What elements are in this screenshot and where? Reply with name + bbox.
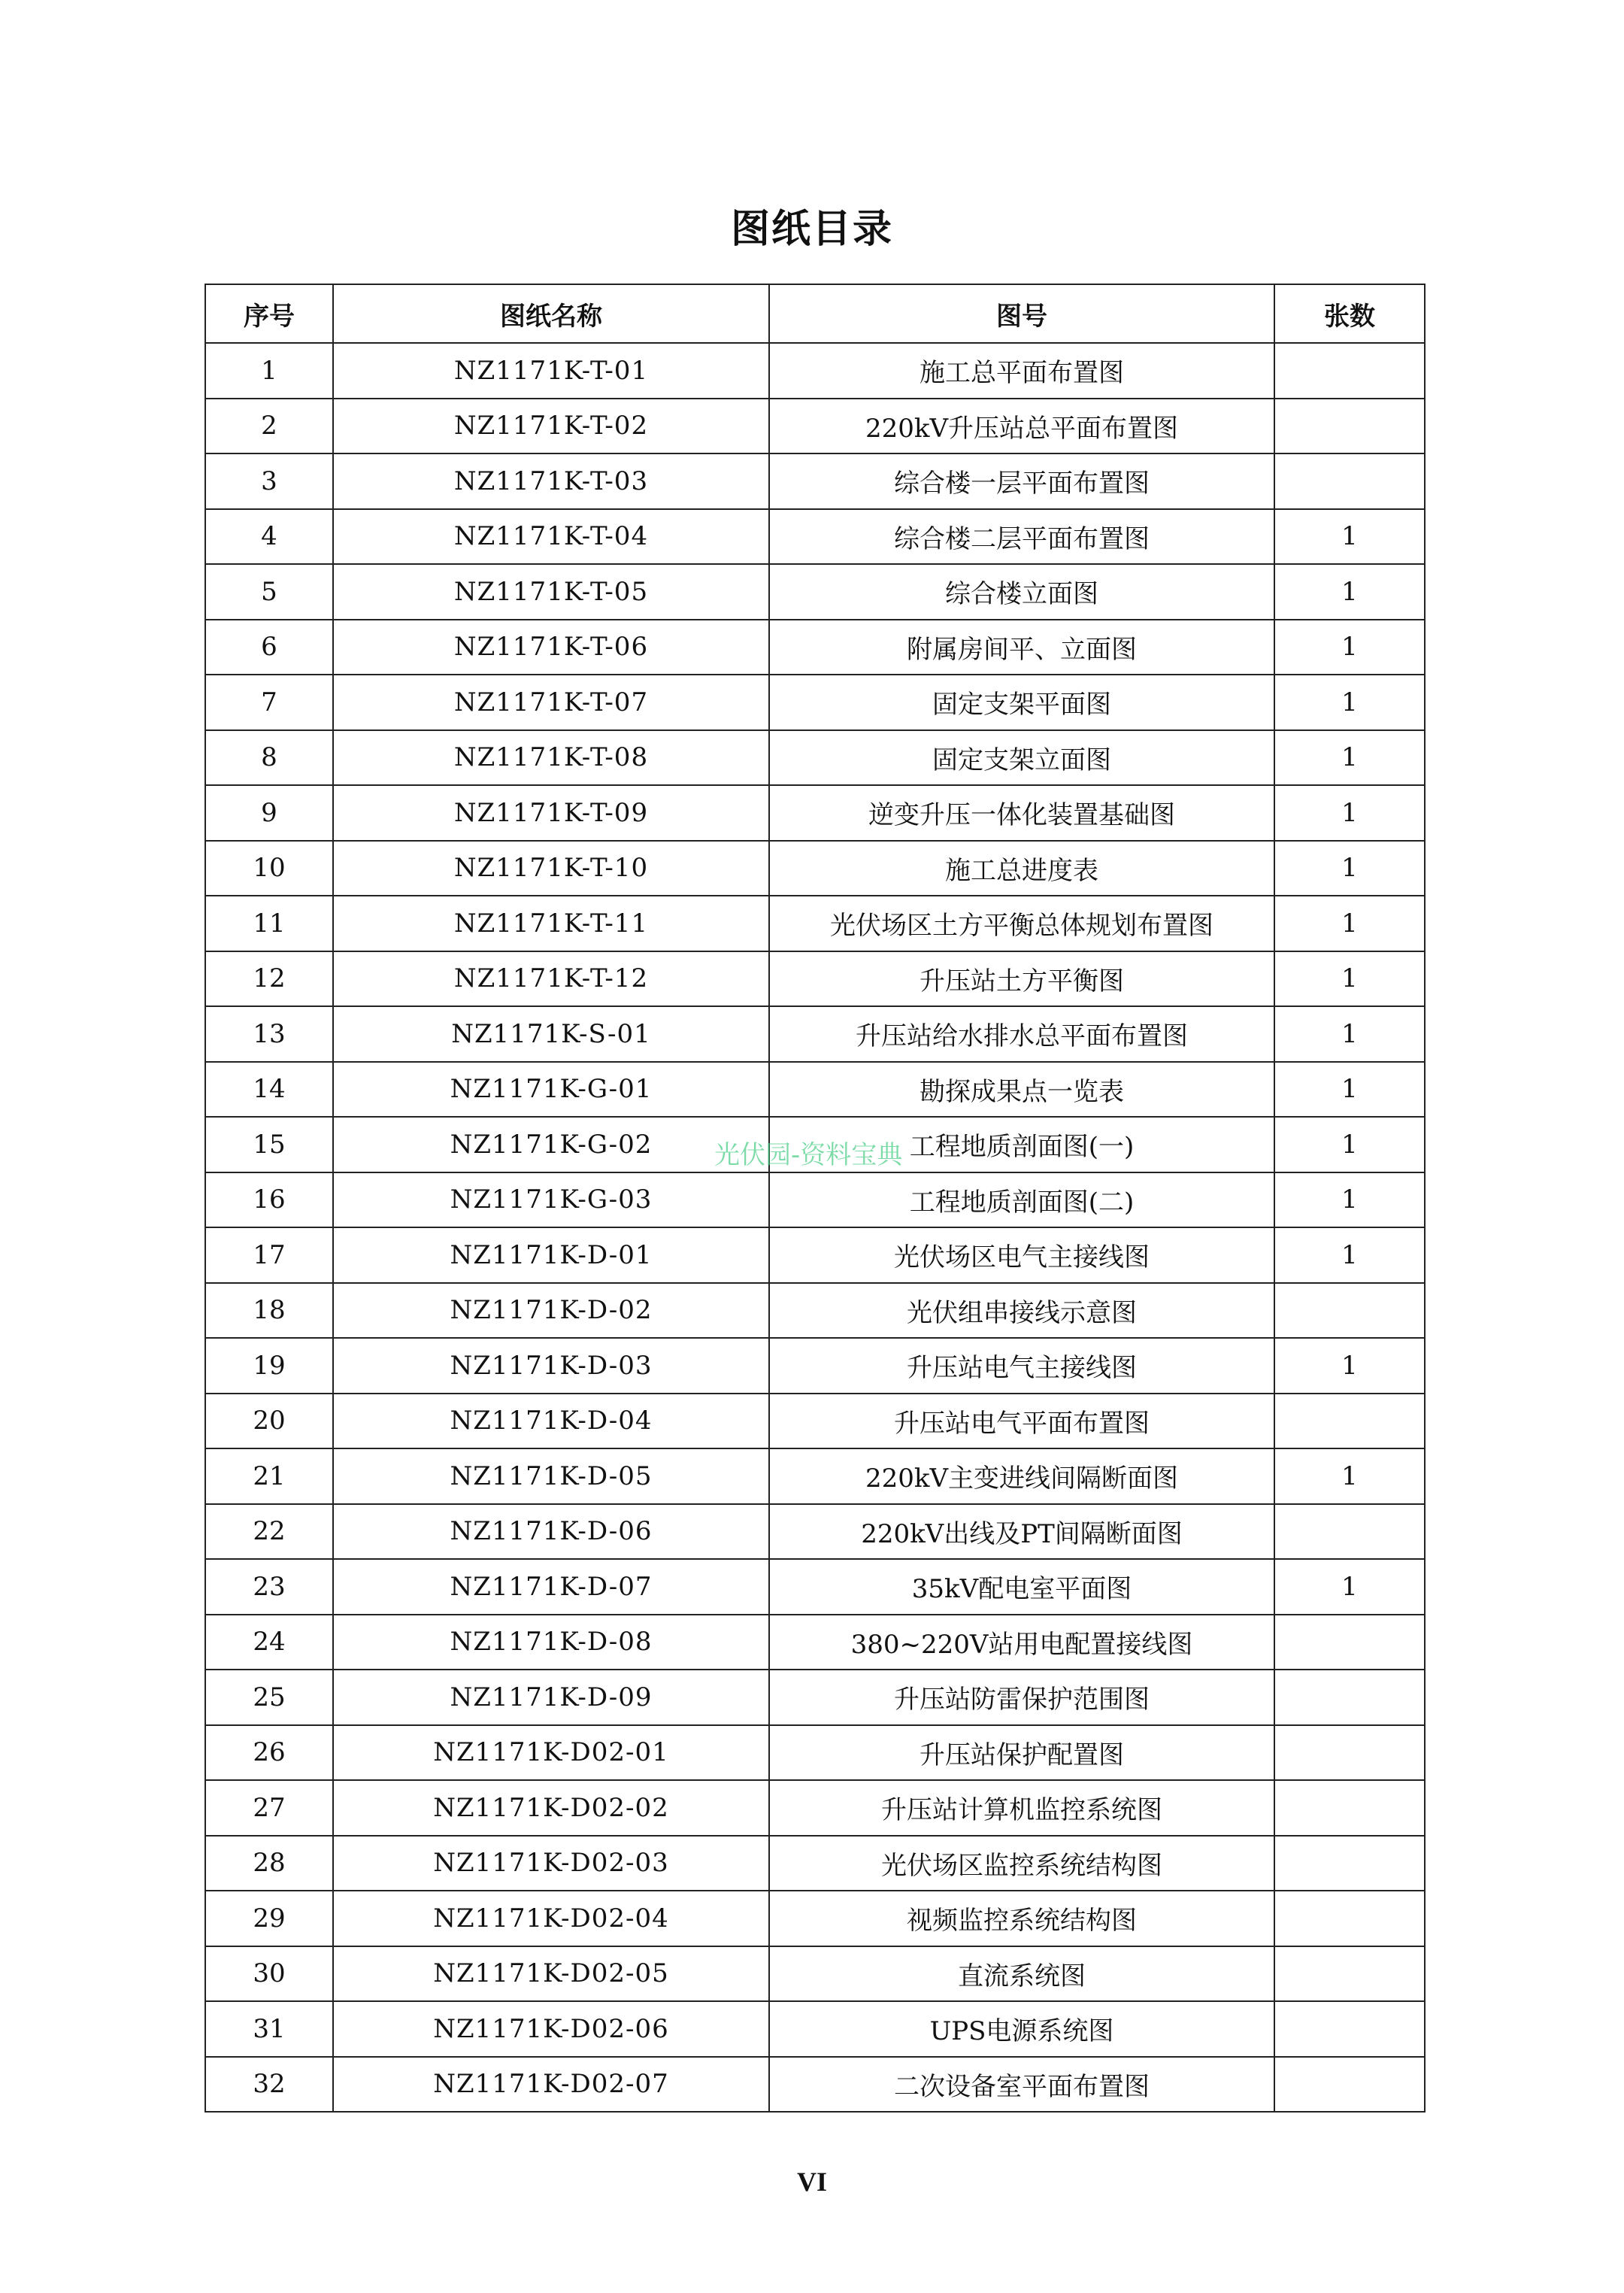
- cell-index: 6: [205, 620, 333, 675]
- document-title: 图纸目录: [730, 207, 893, 252]
- table-row: [205, 620, 1425, 675]
- cell-drawing-code: NZ1171K-T-01: [333, 343, 769, 399]
- cell-drawing-title: 勘探成果点一览表: [769, 1062, 1274, 1118]
- table-row: [205, 841, 1425, 896]
- cell-drawing-code: NZ1171K-D02-01: [333, 1725, 769, 1781]
- cell-drawing-title: UPS电源系统图: [769, 2001, 1274, 2057]
- cell-index: 21: [205, 1448, 333, 1504]
- header-sheet-count: 张数: [1274, 284, 1425, 343]
- cell-sheet-count: [1274, 1780, 1425, 1836]
- cell-sheet-count: 1: [1274, 730, 1425, 786]
- cell-drawing-code: NZ1171K-D-04: [333, 1394, 769, 1449]
- watermark-text: 光伏园-资料宝典: [714, 1140, 903, 1170]
- cell-sheet-count: [1274, 1891, 1425, 1946]
- cell-index: 26: [205, 1725, 333, 1781]
- cell-index: 24: [205, 1615, 333, 1670]
- page-number: VI: [796, 2167, 827, 2197]
- cell-drawing-code: NZ1171K-G-02: [333, 1117, 769, 1172]
- table-header-row: [205, 284, 1425, 343]
- cell-drawing-title: 35kV配电室平面图: [769, 1559, 1274, 1615]
- cell-drawing-title: 升压站保护配置图: [769, 1725, 1274, 1781]
- cell-drawing-code: NZ1171K-T-02: [333, 399, 769, 454]
- cell-index: 7: [205, 675, 333, 730]
- cell-index: 27: [205, 1780, 333, 1836]
- table-row: [205, 1448, 1425, 1504]
- cell-index: 15: [205, 1117, 333, 1172]
- cell-drawing-title: 升压站计算机监控系统图: [769, 1780, 1274, 1836]
- table-row: [205, 399, 1425, 454]
- table-row: [205, 1062, 1425, 1118]
- table-row: [205, 1615, 1425, 1670]
- cell-drawing-title: 380~220V站用电配置接线图: [769, 1615, 1274, 1670]
- cell-index: 30: [205, 1946, 333, 2002]
- cell-sheet-count: 1: [1274, 620, 1425, 675]
- cell-sheet-count: [1274, 1836, 1425, 1891]
- table-row: [205, 1006, 1425, 1062]
- table-row: [205, 785, 1425, 841]
- cell-sheet-count: [1274, 1725, 1425, 1781]
- cell-drawing-title: 二次设备室平面布置图: [769, 2057, 1274, 2113]
- cell-drawing-title: 综合楼一层平面布置图: [769, 453, 1274, 509]
- cell-index: 10: [205, 841, 333, 896]
- cell-drawing-title: 工程地质剖面图(一): [769, 1117, 1274, 1172]
- cell-drawing-code: NZ1171K-T-10: [333, 841, 769, 896]
- cell-drawing-title: 综合楼立面图: [769, 564, 1274, 620]
- cell-index: 12: [205, 951, 333, 1007]
- cell-index: 20: [205, 1394, 333, 1449]
- cell-index: 5: [205, 564, 333, 620]
- cell-drawing-title: 逆变升压一体化装置基础图: [769, 785, 1274, 841]
- table-row: [205, 343, 1425, 399]
- table-row: [205, 2057, 1425, 2113]
- table-row: [205, 1283, 1425, 1339]
- table-row: [205, 1780, 1425, 1836]
- cell-drawing-title: 升压站防雷保护范围图: [769, 1670, 1274, 1725]
- header-drawing-name: 图纸名称: [333, 284, 769, 343]
- cell-index: 3: [205, 453, 333, 509]
- table-row: [205, 1394, 1425, 1449]
- cell-drawing-title: 升压站电气主接线图: [769, 1338, 1274, 1394]
- table-row: [205, 509, 1425, 565]
- cell-sheet-count: 1: [1274, 1062, 1425, 1118]
- cell-drawing-title: 视频监控系统结构图: [769, 1891, 1274, 1946]
- cell-drawing-code: NZ1171K-T-03: [333, 453, 769, 509]
- cell-index: 32: [205, 2057, 333, 2113]
- cell-sheet-count: 1: [1274, 896, 1425, 951]
- cell-index: 2: [205, 399, 333, 454]
- cell-drawing-code: NZ1171K-T-08: [333, 730, 769, 786]
- cell-index: 28: [205, 1836, 333, 1891]
- cell-sheet-count: [1274, 1670, 1425, 1725]
- table-row: [205, 2001, 1425, 2057]
- cell-sheet-count: 1: [1274, 1559, 1425, 1615]
- cell-index: 16: [205, 1172, 333, 1228]
- table-row: [205, 1891, 1425, 1946]
- table-row: [205, 1172, 1425, 1228]
- table-row: [205, 1504, 1425, 1560]
- cell-sheet-count: [1274, 343, 1425, 399]
- cell-sheet-count: 1: [1274, 1172, 1425, 1228]
- table-row: [205, 453, 1425, 509]
- cell-drawing-title: 光伏场区监控系统结构图: [769, 1836, 1274, 1891]
- cell-drawing-title: 220kV出线及PT间隔断面图: [769, 1504, 1274, 1560]
- cell-sheet-count: [1274, 1394, 1425, 1449]
- cell-index: 19: [205, 1338, 333, 1394]
- cell-drawing-title: 光伏组串接线示意图: [769, 1283, 1274, 1339]
- cell-drawing-code: NZ1171K-D02-05: [333, 1946, 769, 2002]
- table-row: [205, 1117, 1425, 1172]
- cell-sheet-count: 1: [1274, 841, 1425, 896]
- table-row: [205, 730, 1425, 786]
- table-row: [205, 1725, 1425, 1781]
- cell-drawing-title: 综合楼二层平面布置图: [769, 509, 1274, 565]
- cell-drawing-title: 固定支架立面图: [769, 730, 1274, 786]
- cell-drawing-code: NZ1171K-D-06: [333, 1504, 769, 1560]
- cell-sheet-count: 1: [1274, 1117, 1425, 1172]
- cell-drawing-code: NZ1171K-T-09: [333, 785, 769, 841]
- cell-drawing-code: NZ1171K-D02-02: [333, 1780, 769, 1836]
- table-row: [205, 896, 1425, 951]
- cell-sheet-count: 1: [1274, 1227, 1425, 1283]
- cell-sheet-count: 1: [1274, 785, 1425, 841]
- cell-drawing-title: 工程地质剖面图(二): [769, 1172, 1274, 1228]
- cell-drawing-title: 光伏场区电气主接线图: [769, 1227, 1274, 1283]
- cell-sheet-count: 1: [1274, 675, 1425, 730]
- cell-drawing-code: NZ1171K-D02-04: [333, 1891, 769, 1946]
- cell-index: 11: [205, 896, 333, 951]
- cell-drawing-code: NZ1171K-D02-07: [333, 2057, 769, 2113]
- cell-sheet-count: [1274, 1504, 1425, 1560]
- cell-drawing-code: NZ1171K-G-03: [333, 1172, 769, 1228]
- cell-drawing-code: NZ1171K-T-11: [333, 896, 769, 951]
- table-row: [205, 951, 1425, 1007]
- table-row: [205, 1338, 1425, 1394]
- cell-drawing-code: NZ1171K-T-05: [333, 564, 769, 620]
- cell-sheet-count: 1: [1274, 1448, 1425, 1504]
- header-drawing-number: 图号: [769, 284, 1274, 343]
- cell-sheet-count: [1274, 453, 1425, 509]
- cell-drawing-title: 附属房间平、立面图: [769, 620, 1274, 675]
- cell-sheet-count: 1: [1274, 1006, 1425, 1062]
- cell-drawing-code: NZ1171K-T-06: [333, 620, 769, 675]
- cell-drawing-title: 升压站电气平面布置图: [769, 1394, 1274, 1449]
- cell-drawing-code: NZ1171K-D-02: [333, 1283, 769, 1339]
- cell-sheet-count: [1274, 399, 1425, 454]
- table-row: [205, 1670, 1425, 1725]
- cell-index: 1: [205, 343, 333, 399]
- cell-index: 14: [205, 1062, 333, 1118]
- cell-drawing-title: 升压站土方平衡图: [769, 951, 1274, 1007]
- cell-drawing-code: NZ1171K-G-01: [333, 1062, 769, 1118]
- cell-drawing-code: NZ1171K-T-12: [333, 951, 769, 1007]
- table-body: [205, 343, 1425, 2112]
- cell-drawing-title: 220kV升压站总平面布置图: [769, 399, 1274, 454]
- table-row: [205, 675, 1425, 730]
- cell-drawing-code: NZ1171K-D-05: [333, 1448, 769, 1504]
- cell-sheet-count: 1: [1274, 1338, 1425, 1394]
- drawing-catalog-table: [205, 284, 1426, 2113]
- cell-sheet-count: [1274, 1283, 1425, 1339]
- cell-index: 18: [205, 1283, 333, 1339]
- cell-sheet-count: [1274, 1615, 1425, 1670]
- cell-drawing-code: NZ1171K-D02-06: [333, 2001, 769, 2057]
- cell-index: 22: [205, 1504, 333, 1560]
- cell-index: 31: [205, 2001, 333, 2057]
- header-index: 序号: [205, 284, 333, 343]
- cell-index: 4: [205, 509, 333, 565]
- cell-drawing-code: NZ1171K-D-01: [333, 1227, 769, 1283]
- cell-drawing-title: 施工总平面布置图: [769, 343, 1274, 399]
- cell-index: 25: [205, 1670, 333, 1725]
- table-row: [205, 1559, 1425, 1615]
- table-row: [205, 564, 1425, 620]
- table-row: [205, 1227, 1425, 1283]
- cell-sheet-count: 1: [1274, 564, 1425, 620]
- cell-drawing-title: 固定支架平面图: [769, 675, 1274, 730]
- cell-sheet-count: 1: [1274, 951, 1425, 1007]
- cell-drawing-code: NZ1171K-D02-03: [333, 1836, 769, 1891]
- cell-drawing-code: NZ1171K-D-07: [333, 1559, 769, 1615]
- cell-sheet-count: [1274, 2001, 1425, 2057]
- table-row: [205, 1836, 1425, 1891]
- cell-index: 23: [205, 1559, 333, 1615]
- cell-drawing-title: 直流系统图: [769, 1946, 1274, 2002]
- cell-drawing-title: 220kV主变进线间隔断面图: [769, 1448, 1274, 1504]
- table-row: [205, 1946, 1425, 2002]
- cell-sheet-count: [1274, 1946, 1425, 2002]
- cell-drawing-code: NZ1171K-D-09: [333, 1670, 769, 1725]
- cell-index: 9: [205, 785, 333, 841]
- cell-drawing-title: 施工总进度表: [769, 841, 1274, 896]
- cell-index: 13: [205, 1006, 333, 1062]
- cell-drawing-code: NZ1171K-T-04: [333, 509, 769, 565]
- cell-sheet-count: [1274, 2057, 1425, 2113]
- cell-drawing-code: NZ1171K-S-01: [333, 1006, 769, 1062]
- cell-index: 8: [205, 730, 333, 786]
- cell-index: 17: [205, 1227, 333, 1283]
- cell-drawing-code: NZ1171K-T-07: [333, 675, 769, 730]
- cell-drawing-title: 升压站给水排水总平面布置图: [769, 1006, 1274, 1062]
- cell-drawing-code: NZ1171K-D-08: [333, 1615, 769, 1670]
- cell-index: 29: [205, 1891, 333, 1946]
- cell-sheet-count: 1: [1274, 509, 1425, 565]
- cell-drawing-code: NZ1171K-D-03: [333, 1338, 769, 1394]
- cell-drawing-title: 光伏场区土方平衡总体规划布置图: [769, 896, 1274, 951]
